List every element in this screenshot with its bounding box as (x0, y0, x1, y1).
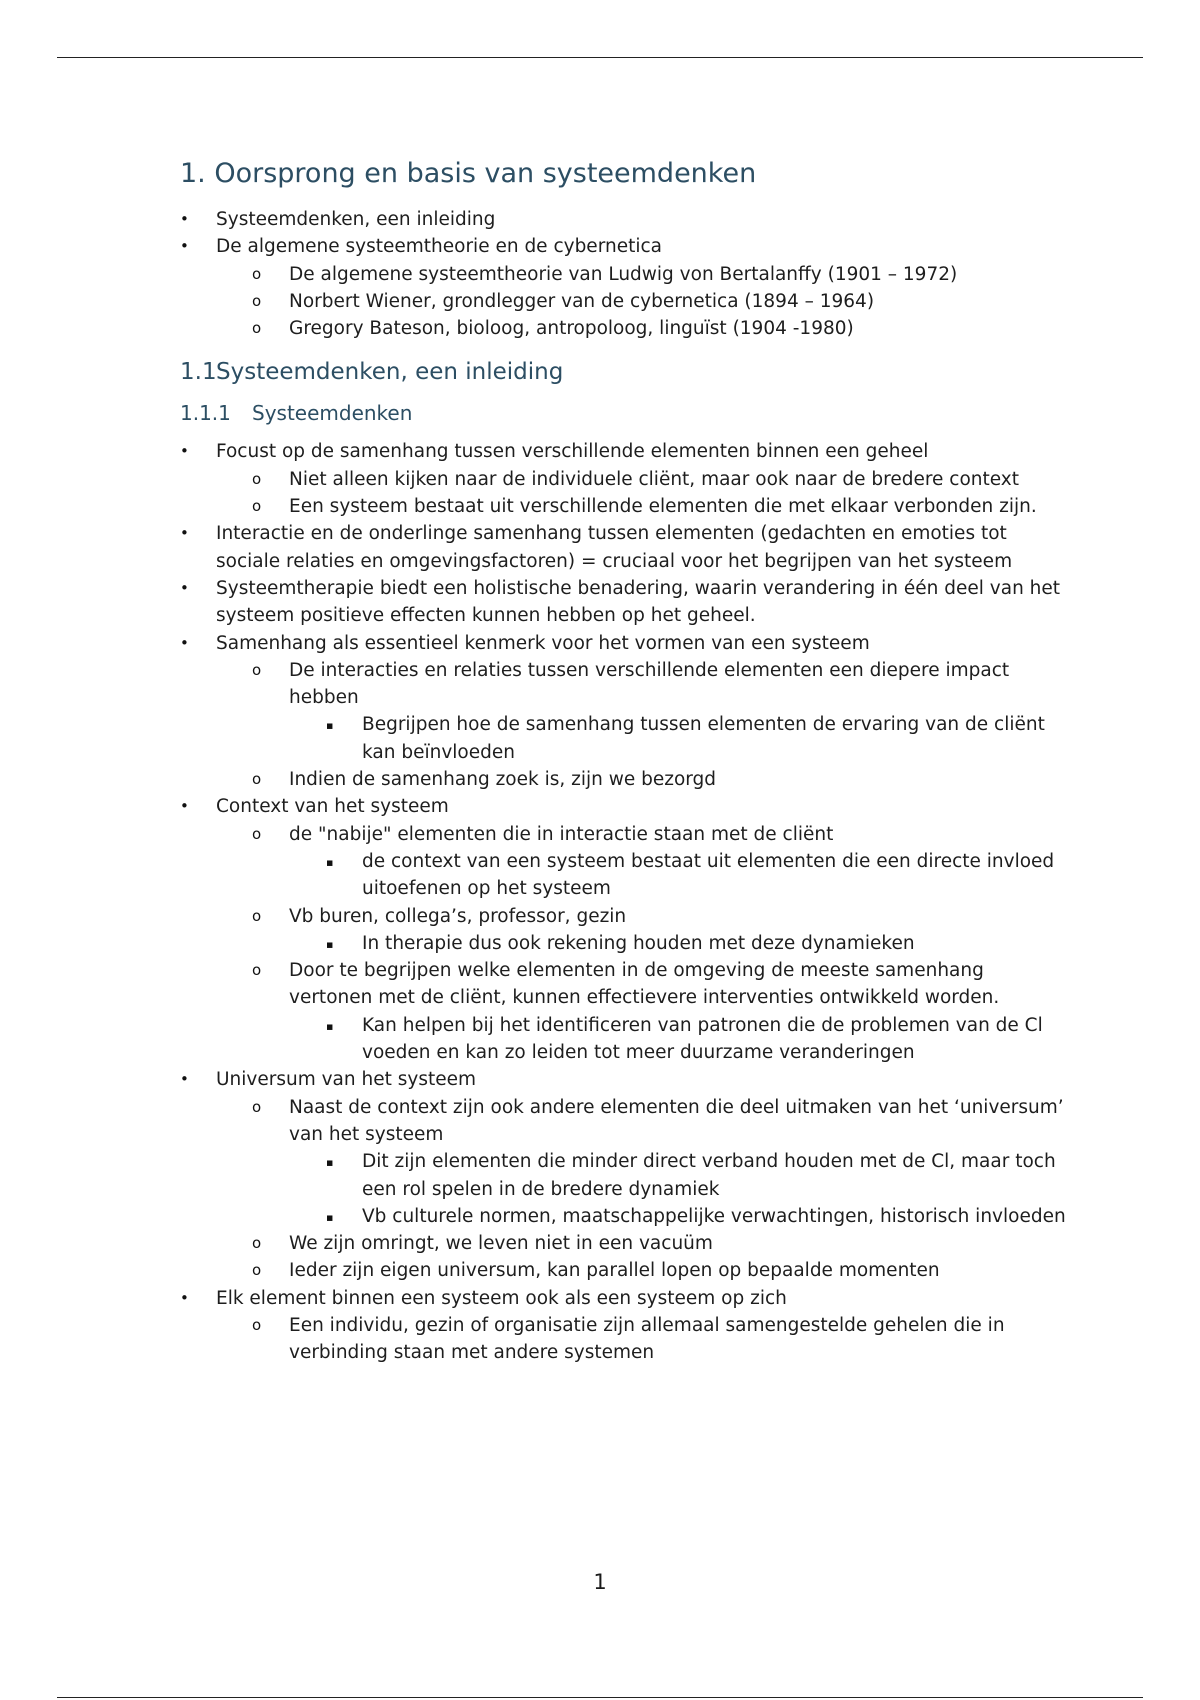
header-rule (57, 57, 1143, 58)
subsection-heading: 1.1.1 Systeemdenken (180, 401, 413, 426)
list-item: ▪ Dit zijn elementen die minder direct verband houden met de Cl, maar toch een rol spelen in de bredere dynamiek (326, 1151, 1056, 1200)
bullet-list (180, 438, 1070, 1366)
list-item: o Ieder zijn eigen universum, kan parallel lopen op bepaalde momenten (180, 1257, 1070, 1284)
circle-bullet-icon: o (252, 1097, 262, 1116)
bullet-icon: • (180, 1070, 189, 1089)
footer-rule (57, 1697, 1143, 1698)
bullet-icon: • (180, 578, 189, 597)
list-item: • Interactie en de onderlinge samenhang tussen elementen (gedachten en emoties tot sociale relaties en omgevingsfactoren) = cruciaal voor het begrijpen van het systeem (180, 520, 1070, 575)
bullet-icon: • (180, 237, 189, 256)
circle-bullet-icon: o (252, 961, 262, 980)
list-item: o Indien de samenhang zoek is, zijn we bezorgd (180, 766, 1070, 793)
bullet-icon: • (180, 210, 189, 228)
list-item: ▪ de context van een systeem bestaat uit elementen die een directe invloed uitoefenen op het systeem (326, 850, 1055, 900)
circle-bullet-icon: o (252, 1261, 262, 1280)
circle-bullet-icon: o (252, 1234, 262, 1253)
circle-bullet-icon: o (252, 469, 262, 488)
list-item: o De algemene systeemtheorie van Ludwig von Bertalanffy (1901 – 1972) (180, 261, 1070, 288)
circle-bullet-icon: o (252, 770, 262, 789)
circle-bullet-icon: o (252, 497, 262, 516)
square-bullet-icon: ▪ (326, 1019, 334, 1033)
list-item: o Norbert Wiener, grondlegger van de cybernetica (1894 – 1964) (180, 288, 1070, 315)
square-bullet-icon: ▪ (326, 855, 334, 869)
page-number: 1 (593, 1570, 607, 1594)
circle-bullet-icon: o (252, 291, 262, 310)
list-item: • De algemene systeemtheorie en de cybernetica (180, 233, 1070, 260)
circle-bullet-icon: o (252, 660, 262, 679)
list-item: • Focust op de samenhang tussen verschillende elementen binnen een geheel (180, 438, 1070, 465)
square-bullet-icon: ▪ (326, 1156, 334, 1170)
bullet-icon: • (180, 797, 189, 816)
list-item: • Samenhang als essentieel kenmerk voor het vormen van een systeem (180, 630, 1070, 657)
circle-bullet-icon: o (252, 319, 262, 338)
bullet-icon: • (180, 524, 189, 543)
square-bullet-icon: ▪ (326, 719, 334, 733)
chapter-toc (180, 206, 1070, 261)
list-item: • Context van het systeem (180, 793, 1070, 820)
bullet-icon: • (180, 633, 189, 652)
list-item: ▪ Vb culturele normen, maatschappelijke verwachtingen, historisch invloeden (180, 1203, 1070, 1230)
list-item: • Systeemdenken, een inleiding (180, 206, 1070, 233)
list-item: ▪ In therapie dus ook rekening houden met deze dynamieken (180, 930, 1070, 957)
square-bullet-icon: ▪ (326, 1210, 334, 1224)
section-heading: 1.1Systeemdenken, een inleiding (180, 359, 564, 386)
list-item: o Niet alleen kijken naar de individuele cliënt, maar ook naar de bredere context (180, 466, 1070, 493)
bullet-icon: • (180, 442, 189, 461)
circle-bullet-icon: o (252, 906, 262, 925)
circle-bullet-icon: o (252, 1315, 262, 1334)
list-item: • Elk element binnen een systeem ook als een systeem op zich (180, 1285, 1070, 1312)
list-item: o Door te begrijpen welke elementen in de omgeving de meeste samenhang vertonen met de cliënt, kunnen effectievere interventies ontwikkeld worden. (180, 957, 1070, 1012)
circle-bullet-icon: o (252, 824, 262, 843)
chapter-toc-sub (180, 261, 1070, 343)
chapter-heading: 1. Oorsprong en basis van systeemdenken (180, 158, 757, 189)
document-body (180, 150, 1070, 1367)
list-item: • Universum van het systeem (180, 1066, 1070, 1093)
list-item: o Een systeem bestaat uit verschillende elementen die met elkaar verbonden zijn. (180, 493, 1070, 520)
list-item: ▪ Begrijpen hoe de samenhang tussen elementen de ervaring van de cliënt kan beïnvloeden (326, 714, 1045, 763)
list-item: o Naast de context zijn ook andere elementen die deel uitmaken van het ‘universum’ van het systeem (180, 1094, 1070, 1149)
list-item: o We zijn omringt, we leven niet in een vacuüm (180, 1230, 1070, 1257)
list-item: o de "nabije" elementen die in interactie staan met de cliënt (180, 821, 1070, 848)
list-item: ▪ Kan helpen bij het identificeren van patronen die de problemen van de Cl voeden en kan zo leiden tot meer duurzame veranderingen (326, 1014, 1043, 1064)
bullet-icon: • (180, 1288, 189, 1307)
circle-bullet-icon: o (252, 264, 262, 283)
list-item: o De interacties en relaties tussen verschillende elementen een diepere impact hebben (180, 657, 1070, 712)
list-item: • Systeemtherapie biedt een holistische benadering, waarin verandering in één deel van het systeem positieve effecten kunnen hebben op het geheel. (180, 575, 1070, 630)
square-bullet-icon: ▪ (326, 937, 334, 951)
list-item: o Gregory Bateson, bioloog, antropoloog, linguïst (1904 -1980) (180, 315, 1070, 342)
list-item: o Een individu, gezin of organisatie zijn allemaal samengestelde gehelen die in verbinding staan met andere systemen (180, 1312, 1070, 1367)
list-item: o Vb buren, collega’s, professor, gezin (180, 903, 1070, 930)
